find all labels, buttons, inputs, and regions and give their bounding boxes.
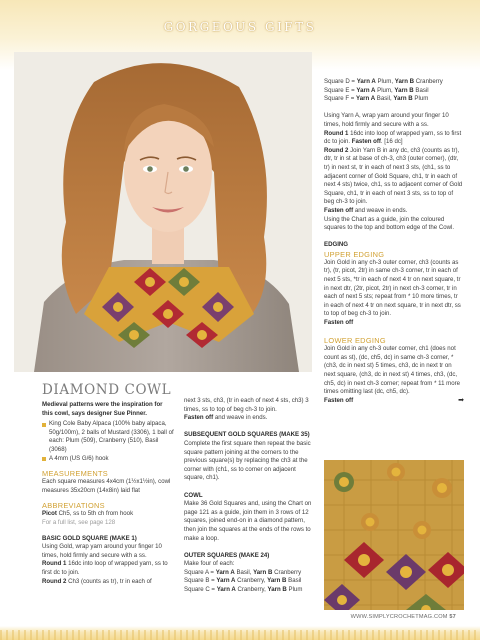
- footer-stripe: [186, 630, 188, 640]
- round-label: Round 1: [324, 129, 349, 137]
- fasten-off-label: Fasten off: [351, 138, 381, 146]
- footer-stripe: [450, 630, 452, 640]
- stitch-count: . [16 dc]: [380, 138, 403, 146]
- footer-stripe: [312, 630, 314, 640]
- model-photo: [14, 52, 312, 372]
- footer-stripe: [432, 630, 434, 640]
- footer-stripe: [102, 630, 104, 640]
- yarn-a-color: Basil,: [375, 95, 394, 103]
- yarn-a-label: Yarn A: [215, 568, 235, 576]
- continue-arrow-icon: ➡: [458, 396, 464, 404]
- yarn-b-label: Yarn B: [267, 586, 287, 594]
- footer-stripe: [354, 630, 356, 640]
- lower-fasten-off: [324, 397, 464, 406]
- yarn-b-label: Yarn B: [394, 78, 415, 85]
- footer-stripe: [390, 630, 392, 640]
- footer-stripe: [96, 630, 98, 640]
- page-number: 57: [449, 614, 456, 620]
- measurements-heading: MEASUREMENTS: [42, 469, 109, 479]
- footer-stripe: [192, 630, 194, 640]
- footer-stripe: [78, 630, 80, 640]
- square-f-line: [324, 95, 464, 104]
- materials-yarn-text: King Cole Baby Alpaca (100% baby alpaca, 50g/100m), 2 balls of Mustard (3306), 1 ball of each: Plum (509), Cranberry (510), Basil (3068): [49, 420, 174, 453]
- outer-wrap-text: Using Yarn A, wrap yarn around your finger 10 times, hold firmly and secure with a ss.: [324, 112, 449, 128]
- footer-stripe: [384, 630, 386, 640]
- lower-edging-heading: LOWER EDGING: [324, 336, 386, 346]
- yarn-b-color: Plum: [286, 586, 303, 594]
- footer-stripe: [84, 630, 86, 640]
- footer-stripe: [456, 630, 458, 640]
- footer-stripe: [288, 630, 290, 640]
- footer-stripe: [18, 630, 20, 640]
- footer-stripe: [378, 630, 380, 640]
- footer-stripe: [444, 630, 446, 640]
- upper-fasten-off: [324, 319, 464, 328]
- footer-stripe: [342, 630, 344, 640]
- upper-edging-text: Join Gold in any ch-3 outer corner, ch3 (counts as tr), (tr, picot, 2tr) in same ch-3 corner, tr in each of next 5 sts, *tr in each of next 4 tr on next square, tr in next dtr, (2tr, picot, 2tr) in next ch-3 corner, tr in each of next 5 sts; repeat from * 10 more times, tr in each of next 4 tr on next square, tr in next dtr, ss to top of beg ch-3 to join.: [324, 258, 461, 318]
- outer-squares-heading: OUTER SQUARES (MAKE 24): [184, 551, 270, 559]
- upper-edging-heading: UPPER EDGING: [324, 249, 385, 259]
- yarn-b-color: Basil: [286, 577, 302, 585]
- outer-fasten-off: [324, 207, 464, 216]
- footer-stripe: [222, 630, 224, 640]
- yarn-a-color: Plum,: [375, 78, 395, 85]
- basic-round-1: [42, 560, 174, 577]
- footer-stripe: [468, 630, 470, 640]
- footer-stripe: [48, 630, 50, 640]
- footer-stripe: [90, 630, 92, 640]
- footer-stripe: [198, 630, 200, 640]
- footer-stripe: [228, 630, 230, 640]
- round-text: 16dc into loop of wrapped yarn, ss to first dc to join.: [42, 560, 168, 576]
- footer-stripe: [258, 630, 260, 640]
- abbreviation-term: Picot: [42, 510, 57, 518]
- bullet-square-icon: [42, 423, 46, 427]
- pattern-title: DIAMOND COWL: [42, 382, 172, 398]
- basic-round-2: [42, 578, 174, 587]
- footer-stripe: [30, 630, 32, 640]
- cowl-text: Make 36 Gold Squares and, using the Chart on page 121 as a guide, join them in 3 rows of 12 squares, joined end-on in a diamond pattern, then join the squares at the ends of the rows to make a loop.: [184, 500, 312, 542]
- yarn-a-label: Yarn A: [356, 86, 376, 94]
- round-label: Round 2: [324, 146, 349, 154]
- square-label: Square E =: [324, 86, 357, 94]
- yarn-a-color: Cranberry,: [235, 586, 268, 594]
- abbreviations-note: For a full list, see page 128: [42, 518, 116, 526]
- square-d-line: [324, 78, 464, 87]
- lower-edging-text: Join Gold in any ch-3 outer corner, ch1 (does not count as st), (dc, ch5, dc) in same ch-3 corner, *(ch3, dc in next st) 5 times, ch3, dc in next tr on next square, (ch3, dc in next st) 4 times, ch3, (dc, ch5, dc) in next ch-3 corner; repeat from * 11 more times omitting last (dc, ch5, dc).: [324, 345, 461, 396]
- abbreviations-text: [42, 510, 174, 519]
- cowl-heading: COWL: [184, 491, 203, 499]
- footer-stripe: [306, 630, 308, 640]
- footer-stripe: [144, 630, 146, 640]
- footer-stripe: [36, 630, 38, 640]
- footer-stripe: [24, 630, 26, 640]
- outer-round-2: [324, 147, 464, 207]
- outer-chart-text: Using the Chart as a guide, join the coloured squares to the top and bottom edge of the Cowl.: [324, 215, 455, 232]
- square-a-line: [184, 569, 312, 578]
- footer-stripe: [66, 630, 68, 640]
- fasten-off-label: Fasten off: [324, 319, 354, 327]
- square-label: Square C =: [184, 586, 217, 594]
- footer-stripe: [12, 630, 14, 640]
- footer-stripe: [120, 630, 122, 640]
- footer-stripe: [60, 630, 62, 640]
- footer-stripe: [126, 630, 128, 640]
- footer-stripe: [300, 630, 302, 640]
- fasten-off-label: Fasten off: [324, 396, 354, 404]
- footer-stripe: [0, 630, 2, 640]
- footer-stripe: [210, 630, 212, 640]
- footer-stripe: [366, 630, 368, 640]
- footer-stripe: [348, 630, 350, 640]
- yarn-a-label: Yarn A: [216, 577, 236, 585]
- yarn-b-label: Yarn B: [394, 86, 414, 94]
- footer-stripe: [264, 630, 266, 640]
- square-label: Square D =: [324, 78, 357, 85]
- yarn-b-label: Yarn B: [267, 577, 287, 585]
- section-title: GORGEOUS GIFTS: [163, 20, 317, 34]
- abbreviations-heading: ABBREVIATIONS: [42, 501, 105, 511]
- footer-stripe: [360, 630, 362, 640]
- yarn-a-color: Plum,: [375, 86, 395, 94]
- footer-stripe: [396, 630, 398, 640]
- footer-stripe: [372, 630, 374, 640]
- footer-stripe: [294, 630, 296, 640]
- yarn-a-label: Yarn A: [356, 78, 376, 85]
- footer-stripe: [282, 630, 284, 640]
- square-c-line: [184, 586, 312, 595]
- footer-stripe: [216, 630, 218, 640]
- footer-stripe: [438, 630, 440, 640]
- pattern-column-right: [324, 78, 464, 405]
- basic-round-2-continued: next 3 sts, ch3, (tr in each of next 4 sts, ch3) 3 times, ss to top of beg ch-3 to join.: [184, 397, 309, 413]
- yarn-a-label: Yarn A: [356, 95, 376, 103]
- outer-squares-intro: Make four of each:: [184, 560, 235, 568]
- footer-stripe: [72, 630, 74, 640]
- footer-stripe: [474, 630, 476, 640]
- footer-stripe: [54, 630, 56, 640]
- bullet-square-icon: [42, 457, 46, 461]
- footer-stripe: [42, 630, 44, 640]
- yarn-a-label: Yarn A: [216, 586, 236, 594]
- square-e-line: [324, 87, 464, 96]
- footer-stripe: [330, 630, 332, 640]
- footer-stripe: [138, 630, 140, 640]
- fasten-off-label: Fasten off: [324, 206, 354, 214]
- yarn-b-color: Cranberry: [414, 78, 443, 85]
- pattern-intro: Medieval patterns were the inspiration for this cowl, says designer Sue Pinner.: [42, 401, 163, 417]
- pattern-column-left: [42, 382, 174, 586]
- closeup-photo: [324, 460, 464, 610]
- footer-stripe: [108, 630, 110, 640]
- square-label: Square F =: [324, 95, 357, 103]
- footer-stripe: [426, 630, 428, 640]
- square-label: Square B =: [184, 577, 217, 585]
- footer-stripe: [234, 630, 236, 640]
- yarn-a-color: Cranberry,: [235, 577, 268, 585]
- footer-stripe: [174, 630, 176, 640]
- measurements-text: Each square measures 4x4cm (1½x1½in), cowl measures 35x20cm (14x8in) laid flat: [42, 478, 171, 494]
- yarn-b-color: Basil: [413, 86, 429, 94]
- footer-stripe: [420, 630, 422, 640]
- materials-hook-text: A 4mm (US G/6) hook: [49, 454, 109, 462]
- footer-stripe: [204, 630, 206, 640]
- yarn-b-label: Yarn B: [253, 568, 273, 576]
- yarn-a-color: Basil,: [234, 568, 254, 576]
- subsequent-squares-heading: SUBSEQUENT GOLD SQUARES (MAKE 35): [184, 431, 310, 439]
- footer-band: [0, 626, 480, 640]
- round-label: Round 2: [42, 577, 67, 585]
- footer-stripe: [324, 630, 326, 640]
- footer-stripe: [156, 630, 158, 640]
- square-label: Square A =: [184, 568, 216, 576]
- materials-hook: [42, 455, 174, 464]
- edging-heading: EDGING: [324, 241, 349, 249]
- footer-stripe: [246, 630, 248, 640]
- abbreviation-definition: Ch5, ss to 5th ch from hook: [56, 510, 134, 518]
- footer-stripe: [462, 630, 464, 640]
- footer-stripe: [318, 630, 320, 640]
- fasten-off-label: Fasten off: [184, 414, 214, 422]
- yarn-b-label: Yarn B: [393, 95, 413, 103]
- footer-stripe: [150, 630, 152, 640]
- footer-stripe: [336, 630, 338, 640]
- square-b-line: [184, 577, 312, 586]
- round-text: Ch3 (counts as tr), tr in each of: [66, 577, 152, 585]
- materials-yarn: [42, 420, 174, 454]
- footer-stripe: [180, 630, 182, 640]
- footer-url[interactable]: [351, 614, 456, 620]
- footer-stripe: [114, 630, 116, 640]
- round-label: Round 1: [42, 560, 67, 568]
- footer-stripe: [168, 630, 170, 640]
- basic-square-intro: Using Gold, wrap yarn around your finger 10 times, hold firmly and secure with a ss.: [42, 543, 162, 559]
- subsequent-squares-text: Complete the first square then repeat the basic square pattern joining at the corners to the previous square(s) by replacing the ch3 at the corner with (ch1, ss to corner on adjacent square, ch1).: [184, 439, 311, 482]
- round-text: Join Yarn B in any dc, ch3 (counts as tr), dtr, tr in st at base of ch-3, ch3 (outer corner), (dtr, tr) in next st, tr in each of next 3 sts, (ch1, ss to adjacent corner of Gold Square, ch1, tr in each of next 4 sts) twice, ch1, ss to adjacent corner of Gold Square, ch1, tr in each of next 3 sts, ss to top of beg ch-3 to join.: [324, 146, 463, 206]
- footer-stripe: [276, 630, 278, 640]
- round-text: 16dc into loop of wrapped yarn, ss to first dc to join.: [324, 129, 462, 146]
- outer-round-1: [324, 130, 464, 147]
- footer-stripe: [252, 630, 254, 640]
- yarn-b-color: Plum: [412, 95, 429, 103]
- yarn-b-color: Cranberry: [272, 568, 302, 576]
- footer-stripe: [162, 630, 164, 640]
- footer-stripe: [270, 630, 272, 640]
- footer-stripe: [132, 630, 134, 640]
- basic-square-heading: BASIC GOLD SQUARE (MAKE 1): [42, 534, 137, 542]
- fasten-off-text: and weave in ends.: [213, 414, 268, 422]
- pattern-column-middle: [184, 397, 312, 595]
- footer-stripe: [408, 630, 410, 640]
- fasten-off-text: and weave in ends.: [353, 206, 408, 214]
- basic-fasten-off: [184, 414, 312, 423]
- footer-url-text: WWW.SIMPLYCROCHETMAG.COM: [350, 614, 448, 620]
- footer-stripe: [240, 630, 242, 640]
- footer-stripe: [414, 630, 416, 640]
- footer-stripe: [6, 630, 8, 640]
- footer-stripe: [402, 630, 404, 640]
